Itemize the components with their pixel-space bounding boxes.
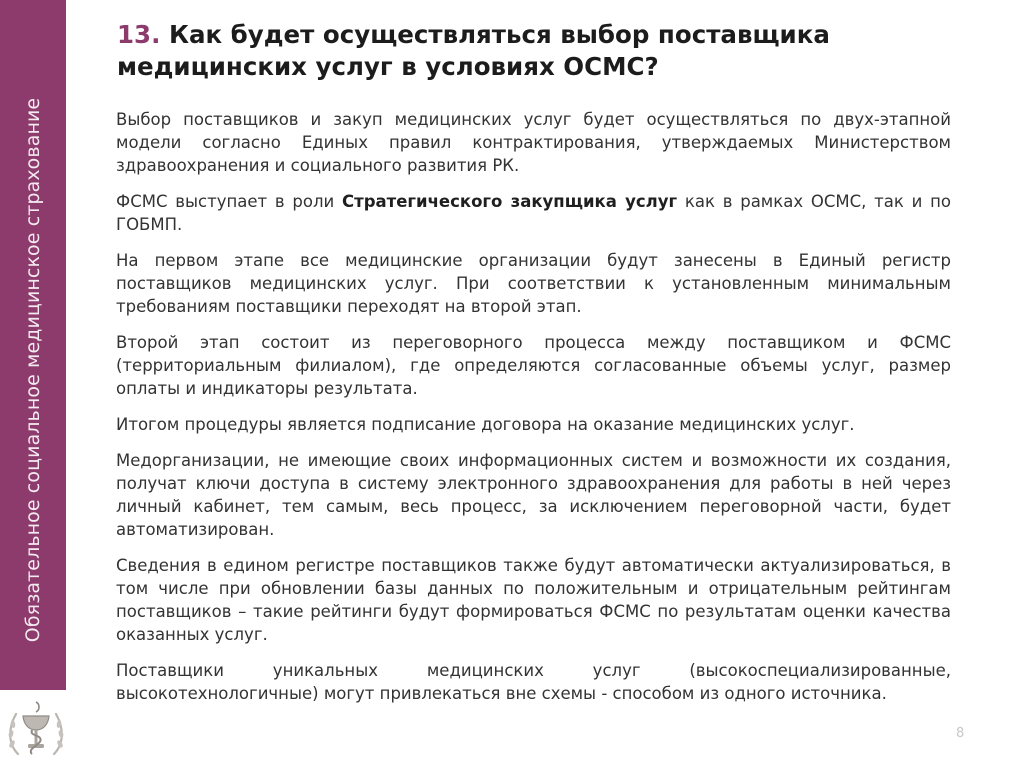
paragraph-fsms-role-end: как в рамках ОСМС, так и по ГОБМП. bbox=[116, 192, 951, 234]
paragraph-access-keys: Медорганизации, не имеющие своих информационных систем и возможности их создания, получат ключи доступа в систему электронного здравоохранения для работы в ней через личный кабинет, тем самым, весь процесс, за исключением переговорной части, будет автоматизирован. bbox=[116, 451, 951, 539]
paragraph-fsms-role bbox=[116, 190, 951, 236]
slide-body bbox=[116, 108, 951, 718]
page-number: 8 bbox=[956, 726, 965, 741]
paragraph-registry-ratings: Сведения в едином регистре поставщиков также будут автоматически актуализироваться, в том числе при обновлении базы данных по положительным и отрицательным рейтингам поставщиков – такие рейтинги будут формироваться ФСМС по результатам оценки качества оказанных услуг. bbox=[116, 556, 951, 644]
paragraph-second-stage: Второй этап состоит из переговорного процесса между поставщиком и ФСМС (территориальным филиалом), где определяются согласованные объемы услуг, размер оплаты и индикаторы результата. bbox=[116, 333, 951, 398]
slide-title-text: Как будет осуществляться выбор поставщика медицинских услуг в условиях ОСМС? bbox=[117, 20, 830, 81]
paragraph-unique-services: Поставщики уникальных медицинских услуг (высокоспециализированные, высокотехнологичные) могут привлекаться вне схемы - способом из одного источника. bbox=[116, 661, 951, 703]
bowl-of-hygieia-laurel-icon bbox=[4, 694, 68, 764]
paragraph-contract-result: Итогом процедуры является подписание договора на оказание медицинских услуг. bbox=[116, 415, 855, 434]
strategic-purchaser-emphasis: Стратегического закупщика услуг bbox=[342, 192, 678, 211]
sidebar-vertical-title: Обязательное социальное медицинское страхование bbox=[22, 97, 44, 643]
sidebar-band bbox=[0, 0, 66, 690]
paragraph-fsms-role-start: ФСМС выступает в роли bbox=[116, 192, 343, 211]
paragraph-first-stage: На первом этапе все медицинские организации будут занесены в Единый регистр поставщиков медицинских услуг. При соответствии к установленным минимальным требованиям поставщики переходят на второй этап. bbox=[116, 251, 951, 316]
slide-title-number: 13. bbox=[117, 20, 161, 49]
paragraph-two-stage-model: Выбор поставщиков и закуп медицинских услуг будет осуществляться по двух-этапной модели согласно Единых правил контрактирования, утверждаемых Министерством здравоохранения и социального развития РК. bbox=[116, 110, 951, 175]
slide-title bbox=[117, 19, 977, 83]
